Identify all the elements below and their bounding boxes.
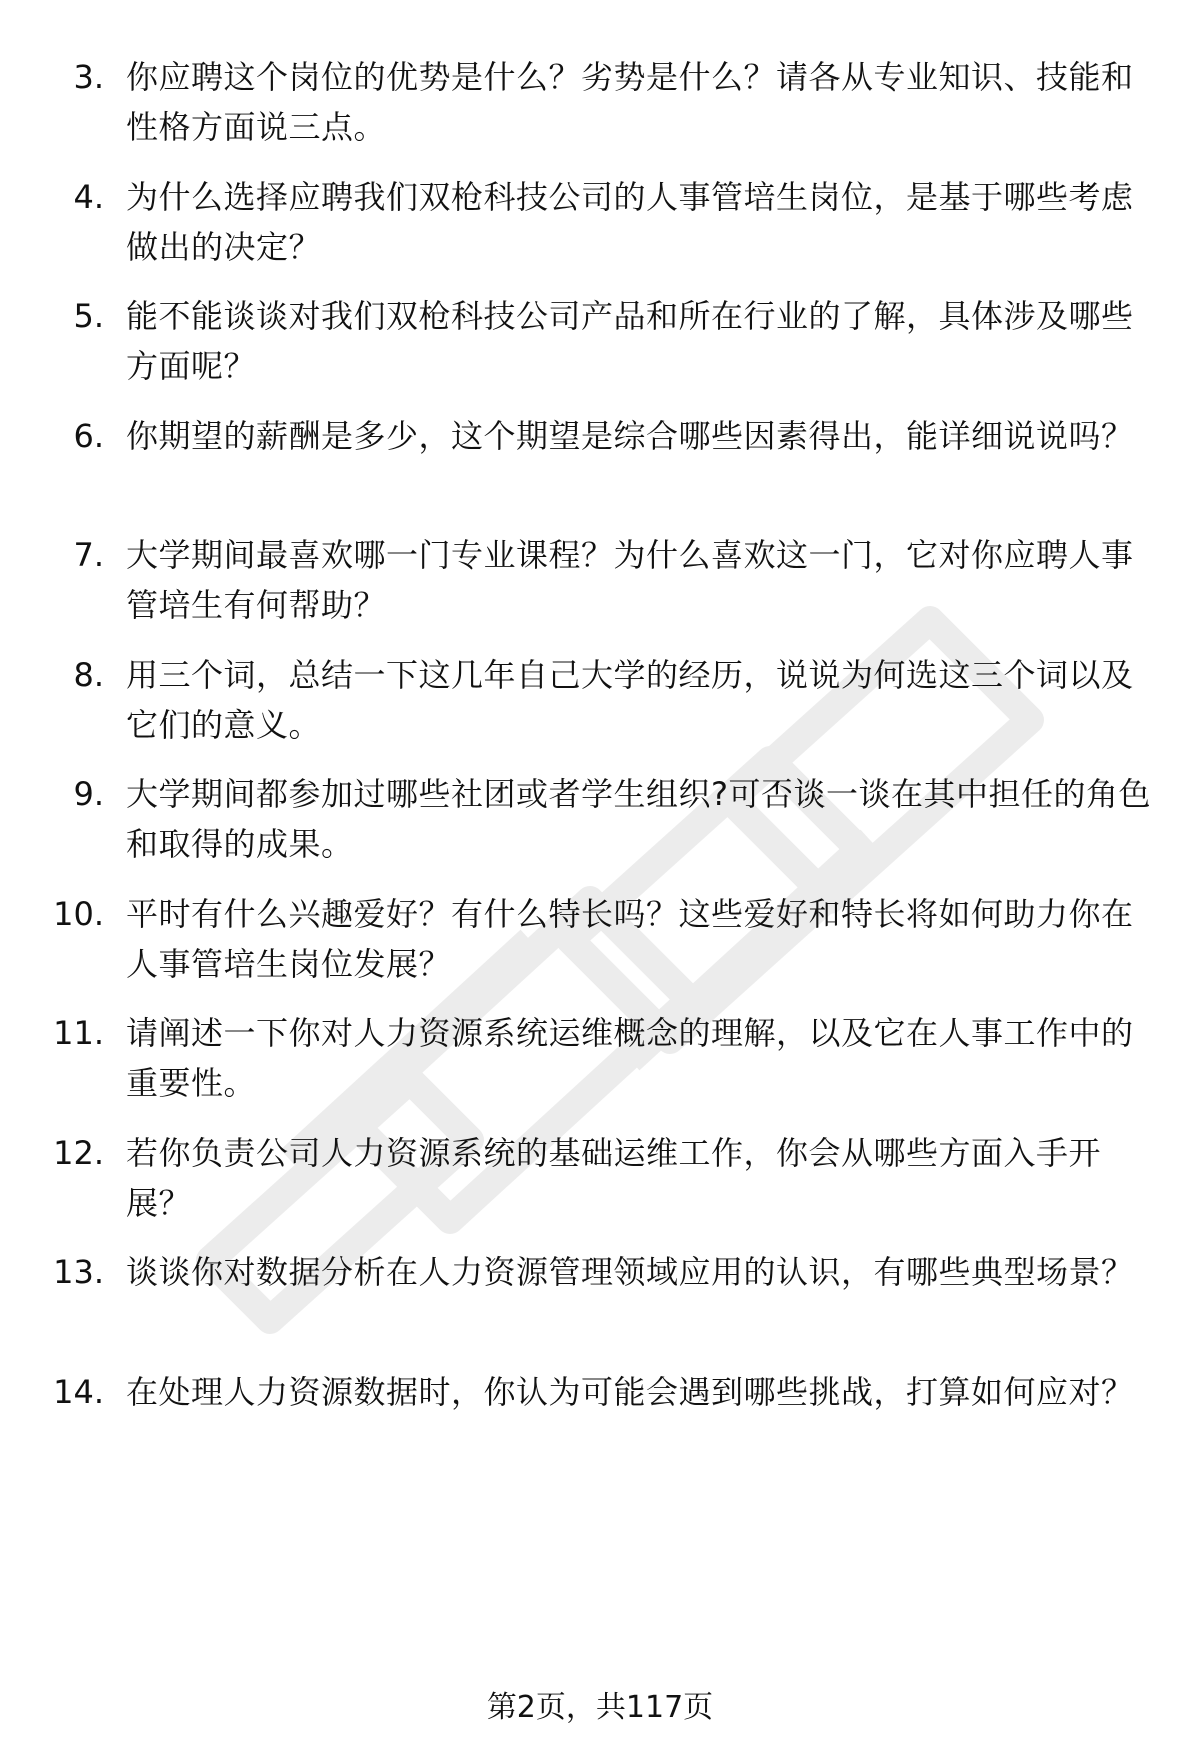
question-text: 若你负责公司人力资源系统的基础运维工作，你会从哪些方面入手开展？ (126, 1133, 1102, 1222)
question-item (0, 889, 1200, 989)
question-item (0, 650, 1200, 750)
question-text: 你应聘这个岗位的优势是什么？劣势是什么？请各从专业知识、技能和性格方面说三点。 (126, 58, 1134, 146)
question-text: 平时有什么兴趣爱好？有什么特长吗？这些爱好和特长将如何助力你在人事管培生岗位发展？ (126, 894, 1134, 983)
question-text: 能不能谈谈对我们双枪科技公司产品和所在行业的了解，具体涉及哪些方面呢？ (126, 297, 1134, 385)
question-text: 大学期间最喜欢哪一门专业课程？为什么喜欢这一门，它对你应聘人事管培生有何帮助？ (126, 536, 1134, 624)
question-number: 10. (53, 894, 104, 933)
question-number: 14. (53, 1372, 104, 1411)
question-number: 7. (73, 536, 104, 574)
question-number: 8. (73, 655, 104, 694)
question-item (0, 530, 1200, 630)
question-text: 你期望的薪酬是多少，这个期望是综合哪些因素得出，能详细说说吗？ (126, 416, 1134, 455)
question-text: 请阐述一下你对人力资源系统运维概念的理解，以及它在人事工作中的重要性。 (126, 1014, 1134, 1102)
question-item (0, 1247, 1200, 1347)
question-number: 3. (73, 58, 104, 96)
question-text: 大学期间都参加过哪些社团或者学生组织?可否谈一谈在其中担任的角色和取得的成果。 (126, 775, 1151, 863)
page-number: 第2页，共117页 (486, 1690, 714, 1725)
question-text: 用三个词，总结一下这几年自己大学的经历，说说为何选这三个词以及它们的意义。 (126, 655, 1134, 744)
question-number: 12. (53, 1133, 104, 1172)
question-number: 6. (73, 416, 104, 455)
question-item (0, 411, 1200, 511)
question-item (0, 172, 1200, 272)
question-text: 在处理人力资源数据时，你认为可能会遇到哪些挑战，打算如何应对？ (126, 1372, 1134, 1411)
question-number: 11. (53, 1014, 104, 1052)
question-number: 9. (73, 775, 104, 813)
question-item (0, 1008, 1200, 1108)
question-item (0, 769, 1200, 869)
question-item (0, 1128, 1200, 1228)
question-text: 为什么选择应聘我们双枪科技公司的人事管培生岗位，是基于哪些考虑做出的决定？ (126, 177, 1134, 266)
question-number: 5. (73, 297, 104, 335)
question-number: 4. (73, 177, 104, 216)
question-text: 谈谈你对数据分析在人力资源管理领域应用的认识，有哪些典型场景？ (126, 1253, 1134, 1291)
question-item (0, 291, 1200, 391)
question-number: 13. (53, 1253, 104, 1291)
question-item (0, 1367, 1200, 1467)
question-item (0, 52, 1200, 152)
